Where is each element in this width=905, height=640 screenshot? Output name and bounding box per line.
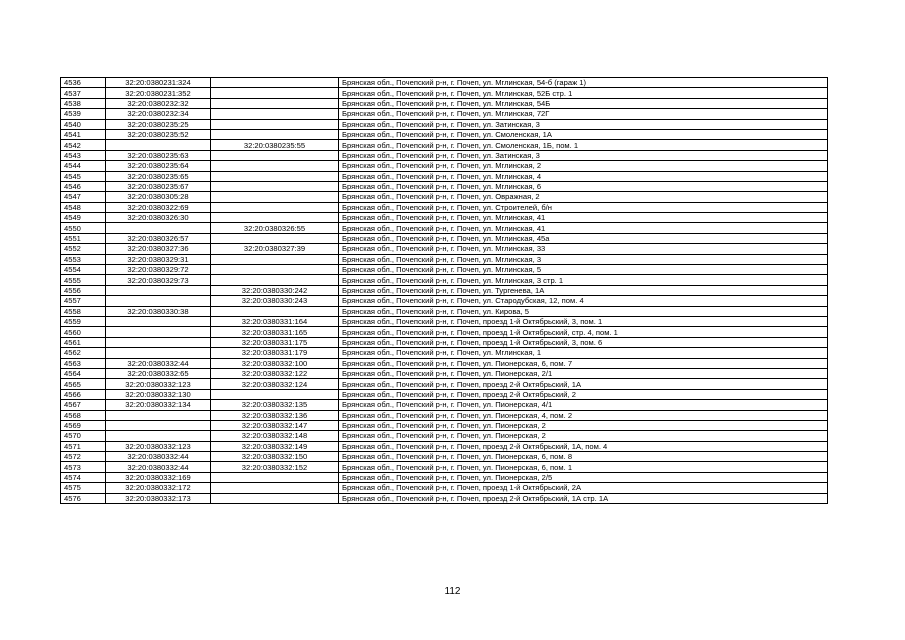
table-row: [61, 129, 828, 139]
cadastral-number-cell: 32:20:0380235:64: [106, 161, 211, 171]
address-cell: Брянская обл., Почепский р-н, г. Почеп, ул. Затинская, 3: [339, 119, 828, 129]
cadastral-number-cell: 32:20:0380332:65: [106, 368, 211, 378]
building-cadastral-number-cell: 32:20:0380331:164: [211, 316, 339, 326]
cadastral-number-cell: [106, 296, 211, 306]
row-number-cell: 4542: [61, 140, 106, 150]
table-row: [61, 265, 828, 275]
building-cadastral-number-cell: 32:20:0380331:165: [211, 327, 339, 337]
building-cadastral-number-cell: [211, 88, 339, 98]
address-cell: Брянская обл., Почепский р-н, г. Почеп, проезд 1-й Октябрьский, 3, пом. 6: [339, 337, 828, 347]
cadastral-number-cell: 32:20:0380235:63: [106, 150, 211, 160]
address-cell: Брянская обл., Почепский р-н, г. Почеп, проезд 1-й Октябрьский, стр. 4, пом. 1: [339, 327, 828, 337]
row-number-cell: 4546: [61, 181, 106, 191]
table-row: [61, 410, 828, 420]
cadastral-number-cell: 32:20:0380235:65: [106, 171, 211, 181]
table-row: [61, 316, 828, 326]
cadastral-number-cell: 32:20:0380329:73: [106, 275, 211, 285]
table-row: [61, 285, 828, 295]
building-cadastral-number-cell: [211, 78, 339, 88]
address-cell: Брянская обл., Почепский р-н, г. Почеп, ул. Мглинская, 1: [339, 348, 828, 358]
building-cadastral-number-cell: [211, 181, 339, 191]
cadastral-number-cell: [106, 431, 211, 441]
row-number-cell: 4536: [61, 78, 106, 88]
address-cell: Брянская обл., Почепский р-н, г. Почеп, ул. Мглинская, 33: [339, 244, 828, 254]
row-number-cell: 4566: [61, 389, 106, 399]
address-cell: Брянская обл., Почепский р-н, г. Почеп, ул. Мглинская, 72Г: [339, 109, 828, 119]
building-cadastral-number-cell: 32:20:0380332:147: [211, 420, 339, 430]
row-number-cell: 4554: [61, 265, 106, 275]
address-cell: Брянская обл., Почепский р-н, г. Почеп, ул. Тургенева, 1А: [339, 285, 828, 295]
row-number-cell: 4567: [61, 400, 106, 410]
address-cell: Брянская обл., Почепский р-н, г. Почеп, проезд 2-й Октябрьский, 2: [339, 389, 828, 399]
building-cadastral-number-cell: [211, 109, 339, 119]
building-cadastral-number-cell: [211, 306, 339, 316]
building-cadastral-number-cell: 32:20:0380332:136: [211, 410, 339, 420]
table-row: [61, 150, 828, 160]
building-cadastral-number-cell: [211, 161, 339, 171]
table-row: [61, 213, 828, 223]
address-cell: Брянская обл., Почепский р-н, г. Почеп, ул. Мглинская, 54-б (гараж 1): [339, 78, 828, 88]
building-cadastral-number-cell: 32:20:0380330:242: [211, 285, 339, 295]
table-row: [61, 78, 828, 88]
cadastral-number-cell: 32:20:0380329:72: [106, 265, 211, 275]
address-cell: Брянская обл., Почепский р-н, г. Почеп, ул. Мглинская, 52Б стр. 1: [339, 88, 828, 98]
building-cadastral-number-cell: [211, 275, 339, 285]
table-row: [61, 181, 828, 191]
building-cadastral-number-cell: 32:20:0380331:179: [211, 348, 339, 358]
table-row: [61, 483, 828, 493]
cadastral-number-cell: 32:20:0380332:169: [106, 472, 211, 482]
cadastral-number-cell: 32:20:0380322:69: [106, 202, 211, 212]
row-number-cell: 4553: [61, 254, 106, 264]
row-number-cell: 4562: [61, 348, 106, 358]
table-row: [61, 275, 828, 285]
table-row: [61, 368, 828, 378]
cadastral-number-cell: 32:20:0380326:30: [106, 213, 211, 223]
address-cell: Брянская обл., Почепский р-н, г. Почеп, ул. Смоленская, 1А: [339, 129, 828, 139]
table-row: [61, 493, 828, 503]
table-row: [61, 171, 828, 181]
table-body: [61, 78, 828, 504]
row-number-cell: 4541: [61, 129, 106, 139]
row-number-cell: 4551: [61, 233, 106, 243]
cadastral-number-cell: 32:20:0380332:130: [106, 389, 211, 399]
building-cadastral-number-cell: [211, 233, 339, 243]
building-cadastral-number-cell: 32:20:0380332:152: [211, 462, 339, 472]
address-cell: Брянская обл., Почепский р-н, г. Почеп, проезд 2-й Октябрьский, 1А, пом. 4: [339, 441, 828, 451]
table-row: [61, 337, 828, 347]
row-number-cell: 4564: [61, 368, 106, 378]
address-cell: Брянская обл., Почепский р-н, г. Почеп, ул. Овражная, 2: [339, 192, 828, 202]
address-cell: Брянская обл., Почепский р-н, г. Почеп, ул. Стародубская, 12, пом. 4: [339, 296, 828, 306]
cadastral-number-cell: [106, 316, 211, 326]
row-number-cell: 4569: [61, 420, 106, 430]
row-number-cell: 4557: [61, 296, 106, 306]
cadastral-number-cell: [106, 420, 211, 430]
cadastral-number-cell: 32:20:0380332:173: [106, 493, 211, 503]
address-cell: Брянская обл., Почепский р-н, г. Почеп, ул. Пионерская, 4/1: [339, 400, 828, 410]
building-cadastral-number-cell: [211, 202, 339, 212]
row-number-cell: 4548: [61, 202, 106, 212]
row-number-cell: 4539: [61, 109, 106, 119]
cadastral-number-cell: [106, 140, 211, 150]
table-row: [61, 327, 828, 337]
row-number-cell: 4575: [61, 483, 106, 493]
cadastral-number-cell: 32:20:0380231:324: [106, 78, 211, 88]
row-number-cell: 4538: [61, 98, 106, 108]
address-cell: Брянская обл., Почепский р-н, г. Почеп, ул. Пионерская, 2: [339, 420, 828, 430]
building-cadastral-number-cell: [211, 493, 339, 503]
building-cadastral-number-cell: 32:20:0380235:55: [211, 140, 339, 150]
table-row: [61, 452, 828, 462]
row-number-cell: 4560: [61, 327, 106, 337]
table-row: [61, 441, 828, 451]
table-row: [61, 431, 828, 441]
building-cadastral-number-cell: 32:20:0380331:175: [211, 337, 339, 347]
row-number-cell: 4571: [61, 441, 106, 451]
cadastral-number-cell: 32:20:0380235:52: [106, 129, 211, 139]
building-cadastral-number-cell: [211, 254, 339, 264]
address-cell: Брянская обл., Почепский р-н, г. Почеп, проезд 1-й Октябрьский, 3, пом. 1: [339, 316, 828, 326]
address-cell: Брянская обл., Почепский р-н, г. Почеп, ул. Мглинская, 4: [339, 171, 828, 181]
cadastral-number-cell: 32:20:0380332:44: [106, 462, 211, 472]
address-cell: Брянская обл., Почепский р-н, г. Почеп, проезд 2-й Октябрьский, 1А: [339, 379, 828, 389]
row-number-cell: 4559: [61, 316, 106, 326]
table-row: [61, 119, 828, 129]
address-cell: Брянская обл., Почепский р-н, г. Почеп, ул. Пионерская, 4, пом. 2: [339, 410, 828, 420]
table-row: [61, 223, 828, 233]
cadastral-number-cell: 32:20:0380232:32: [106, 98, 211, 108]
building-cadastral-number-cell: [211, 472, 339, 482]
cadastral-number-cell: 32:20:0380332:44: [106, 452, 211, 462]
cadastral-number-cell: 32:20:0380235:25: [106, 119, 211, 129]
building-cadastral-number-cell: 32:20:0380330:243: [211, 296, 339, 306]
row-number-cell: 4540: [61, 119, 106, 129]
row-number-cell: 4545: [61, 171, 106, 181]
row-number-cell: 4549: [61, 213, 106, 223]
address-cell: Брянская обл., Почепский р-н, г. Почеп, ул. Кирова, 5: [339, 306, 828, 316]
cadastral-number-cell: 32:20:0380326:57: [106, 233, 211, 243]
row-number-cell: 4565: [61, 379, 106, 389]
building-cadastral-number-cell: [211, 171, 339, 181]
row-number-cell: 4570: [61, 431, 106, 441]
row-number-cell: 4550: [61, 223, 106, 233]
cadastral-number-cell: 32:20:0380305:28: [106, 192, 211, 202]
row-number-cell: 4558: [61, 306, 106, 316]
building-cadastral-number-cell: 32:20:0380332:100: [211, 358, 339, 368]
address-cell: Брянская обл., Почепский р-н, г. Почеп, ул. Мглинская, 41: [339, 213, 828, 223]
address-cell: Брянская обл., Почепский р-н, г. Почеп, ул. Пионерская, 2/5: [339, 472, 828, 482]
table-row: [61, 389, 828, 399]
row-number-cell: 4552: [61, 244, 106, 254]
address-cell: Брянская обл., Почепский р-н, г. Почеп, ул. Мглинская, 45а: [339, 233, 828, 243]
address-cell: Брянская обл., Почепский р-н, г. Почеп, ул. Мглинская, 6: [339, 181, 828, 191]
cadastral-number-cell: 32:20:0380332:44: [106, 358, 211, 368]
address-cell: Брянская обл., Почепский р-н, г. Почеп, ул. Мглинская, 5: [339, 265, 828, 275]
cadastral-number-cell: [106, 348, 211, 358]
row-number-cell: 4555: [61, 275, 106, 285]
building-cadastral-number-cell: [211, 150, 339, 160]
table-row: [61, 161, 828, 171]
cadastral-number-cell: 32:20:0380329:31: [106, 254, 211, 264]
page-number: 112: [444, 586, 461, 597]
address-cell: Брянская обл., Почепский р-н, г. Почеп, ул. Смоленская, 1Б, пом. 1: [339, 140, 828, 150]
row-number-cell: 4556: [61, 285, 106, 295]
table-row: [61, 192, 828, 202]
table-row: [61, 420, 828, 430]
table-row: [61, 306, 828, 316]
row-number-cell: 4574: [61, 472, 106, 482]
building-cadastral-number-cell: 32:20:0380332:150: [211, 452, 339, 462]
row-number-cell: 4547: [61, 192, 106, 202]
cadastral-number-cell: 32:20:0380231:352: [106, 88, 211, 98]
cadastral-number-cell: 32:20:0380332:172: [106, 483, 211, 493]
cadastral-number-cell: 32:20:0380332:134: [106, 400, 211, 410]
table-row: [61, 88, 828, 98]
building-cadastral-number-cell: 32:20:0380332:122: [211, 368, 339, 378]
table-row: [61, 98, 828, 108]
building-cadastral-number-cell: [211, 129, 339, 139]
cadastral-number-cell: 32:20:0380327:36: [106, 244, 211, 254]
building-cadastral-number-cell: 32:20:0380332:149: [211, 441, 339, 451]
address-cell: Брянская обл., Почепский р-н, г. Почеп, ул. Мглинская, 3 стр. 1: [339, 275, 828, 285]
table-row: [61, 400, 828, 410]
address-cell: Брянская обл., Почепский р-н, г. Почеп, ул. Затинская, 3: [339, 150, 828, 160]
table-row: [61, 462, 828, 472]
cadastral-number-cell: 32:20:0380332:123: [106, 441, 211, 451]
address-cell: Брянская обл., Почепский р-н, г. Почеп, ул. Мглинская, 54Б: [339, 98, 828, 108]
building-cadastral-number-cell: [211, 483, 339, 493]
row-number-cell: 4576: [61, 493, 106, 503]
address-cell: Брянская обл., Почепский р-н, г. Почеп, ул. Пионерская, 6, пом. 7: [339, 358, 828, 368]
table-row: [61, 244, 828, 254]
building-cadastral-number-cell: [211, 213, 339, 223]
table-row: [61, 358, 828, 368]
table-row: [61, 140, 828, 150]
row-number-cell: 4563: [61, 358, 106, 368]
row-number-cell: 4544: [61, 161, 106, 171]
building-cadastral-number-cell: [211, 98, 339, 108]
address-cell: Брянская обл., Почепский р-н, г. Почеп, ул. Мглинская, 41: [339, 223, 828, 233]
building-cadastral-number-cell: 32:20:0380327:39: [211, 244, 339, 254]
row-number-cell: 4537: [61, 88, 106, 98]
address-cell: Брянская обл., Почепский р-н, г. Почеп, ул. Строителей, б/н: [339, 202, 828, 212]
building-cadastral-number-cell: 32:20:0380332:124: [211, 379, 339, 389]
row-number-cell: 4561: [61, 337, 106, 347]
address-cell: Брянская обл., Почепский р-н, г. Почеп, ул. Мглинская, 2: [339, 161, 828, 171]
cadastral-table: [60, 77, 828, 504]
table-row: [61, 202, 828, 212]
building-cadastral-number-cell: [211, 192, 339, 202]
row-number-cell: 4573: [61, 462, 106, 472]
table-row: [61, 254, 828, 264]
row-number-cell: 4543: [61, 150, 106, 160]
address-cell: Брянская обл., Почепский р-н, г. Почеп, ул. Мглинская, 3: [339, 254, 828, 264]
cadastral-number-cell: 32:20:0380232:34: [106, 109, 211, 119]
building-cadastral-number-cell: [211, 389, 339, 399]
address-cell: Брянская обл., Почепский р-н, г. Почеп, ул. Пионерская, 2/1: [339, 368, 828, 378]
cadastral-number-cell: 32:20:0380332:123: [106, 379, 211, 389]
address-cell: Брянская обл., Почепский р-н, г. Почеп, ул. Пионерская, 6, пом. 8: [339, 452, 828, 462]
building-cadastral-number-cell: [211, 119, 339, 129]
table-row: [61, 233, 828, 243]
table-row: [61, 379, 828, 389]
cadastral-number-cell: [106, 327, 211, 337]
cadastral-number-cell: [106, 337, 211, 347]
table-row: [61, 109, 828, 119]
address-cell: Брянская обл., Почепский р-н, г. Почеп, проезд 2-й Октябрьский, 1А стр. 1А: [339, 493, 828, 503]
address-cell: Брянская обл., Почепский р-н, г. Почеп, ул. Пионерская, 2: [339, 431, 828, 441]
table-row: [61, 472, 828, 482]
table-row: [61, 296, 828, 306]
cadastral-number-cell: [106, 223, 211, 233]
cadastral-number-cell: [106, 410, 211, 420]
table-row: [61, 348, 828, 358]
building-cadastral-number-cell: [211, 265, 339, 275]
address-cell: Брянская обл., Почепский р-н, г. Почеп, ул. Пионерская, 6, пом. 1: [339, 462, 828, 472]
cadastral-number-cell: [106, 285, 211, 295]
row-number-cell: 4572: [61, 452, 106, 462]
address-cell: Брянская обл., Почепский р-н, г. Почеп, проезд 1-й Октябрьский, 2А: [339, 483, 828, 493]
cadastral-number-cell: 32:20:0380235:67: [106, 181, 211, 191]
row-number-cell: 4568: [61, 410, 106, 420]
building-cadastral-number-cell: 32:20:0380332:135: [211, 400, 339, 410]
building-cadastral-number-cell: 32:20:0380326:55: [211, 223, 339, 233]
building-cadastral-number-cell: 32:20:0380332:148: [211, 431, 339, 441]
cadastral-number-cell: 32:20:0380330:38: [106, 306, 211, 316]
